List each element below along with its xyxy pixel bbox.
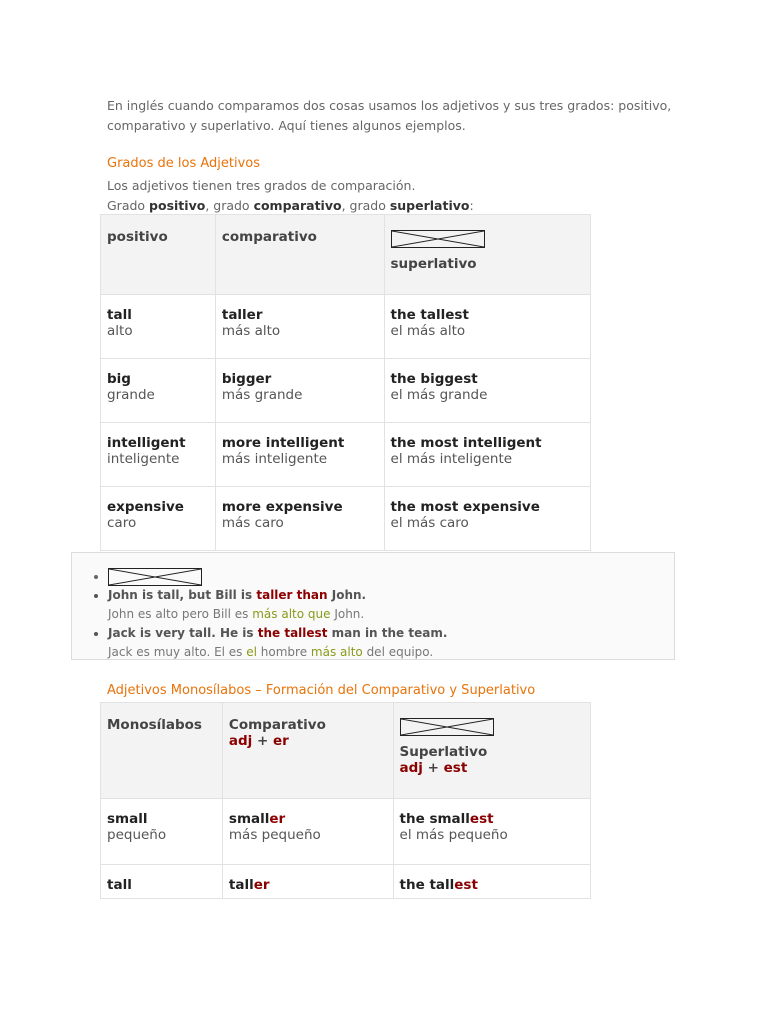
examples-list: [72, 567, 674, 662]
word-es: grande: [107, 387, 155, 403]
section-subtitle-1: Los adjetivos tienen tres grados de comparación.: [107, 178, 416, 193]
header-cell: [393, 703, 590, 799]
word-base: tall: [228, 877, 254, 893]
word-es: el más inteligente: [390, 451, 513, 467]
word-suffix: est: [469, 811, 494, 827]
table-cell: [101, 359, 216, 423]
word-en: more intelligent: [221, 435, 345, 451]
list-item-translation: [108, 643, 674, 662]
header-comparativo: Comparativo: [228, 717, 326, 733]
text-part: man in the team.: [327, 626, 448, 640]
list-item: [108, 624, 674, 643]
word-en: taller: [221, 307, 263, 323]
intro-line-1: En inglés cuando comparamos dos cosas usamos los adjetivos y sus tres grados: positivo,: [107, 98, 672, 113]
rule-part: er: [273, 733, 289, 749]
header-monosilabos: Monosílabos: [107, 717, 202, 733]
highlight-text: taller than: [256, 588, 328, 602]
broken-image-icon: [108, 568, 202, 586]
list-item: [108, 586, 674, 605]
header-cell: [222, 703, 393, 799]
intro-line-2: comparativo y superlativo. Aquí tienes algunos ejemplos.: [107, 118, 466, 133]
table-cell: [222, 865, 393, 899]
word-en: [229, 877, 387, 893]
highlight-text: más alto que: [252, 607, 331, 621]
list-item: [108, 567, 674, 586]
word-en: the biggest: [390, 371, 478, 387]
text-part: hombre: [256, 645, 311, 659]
header-cell: [101, 703, 223, 799]
rule-part: adj: [228, 733, 253, 749]
word-en: the most expensive: [390, 499, 540, 515]
header-superlativo: Superlativo: [399, 744, 488, 760]
text-bold-comparativo: comparativo: [253, 198, 342, 213]
table-cell: [384, 359, 590, 423]
highlight-text: el: [246, 645, 257, 659]
rule-part: adj: [399, 760, 423, 776]
word-en: expensive: [107, 499, 184, 515]
table-cell: [101, 487, 216, 551]
rule-superlativo: [400, 760, 584, 776]
table-cell: [101, 865, 223, 899]
table-cell: [215, 359, 384, 423]
table-cell: [101, 423, 216, 487]
word-en: tall: [107, 877, 132, 893]
table-header-row: [101, 215, 591, 295]
word-es: el más caro: [390, 515, 469, 531]
table-row: [101, 487, 591, 551]
rule-comparativo: [229, 733, 387, 749]
table-cell: [215, 295, 384, 359]
word-es: alto: [107, 323, 133, 339]
degrees-table: [100, 214, 591, 551]
table-cell: [101, 799, 223, 865]
examples-box: [71, 552, 675, 660]
header-comparativo: comparativo: [221, 229, 317, 245]
text-part: , grado: [341, 198, 390, 213]
word-base: the tall: [399, 877, 455, 893]
word-en: big: [107, 371, 131, 387]
word-es: más grande: [221, 387, 303, 403]
table-row: [101, 799, 591, 865]
word-es: el más pequeño: [399, 827, 508, 843]
header-cell: [101, 215, 216, 295]
table-cell: [215, 487, 384, 551]
intro-paragraph: [107, 96, 707, 136]
word-es: inteligente: [107, 451, 180, 467]
word-en: [400, 877, 584, 893]
text-part: Jack es muy alto. El es: [108, 645, 247, 659]
table-cell: [222, 799, 393, 865]
word-en: intelligent: [107, 435, 186, 451]
word-en: more expensive: [221, 499, 343, 515]
highlight-text: más alto: [310, 645, 363, 659]
table-cell: [393, 799, 590, 865]
word-en: [400, 811, 584, 827]
word-es: pequeño: [107, 827, 167, 843]
text-part: , grado: [205, 198, 254, 213]
word-suffix: er: [269, 811, 286, 827]
monosyllable-table: [100, 702, 591, 899]
highlight-text: the tallest: [257, 626, 328, 640]
word-en: the tallest: [390, 307, 469, 323]
word-base: small: [228, 811, 270, 827]
word-en: tall: [107, 307, 132, 323]
word-es: caro: [107, 515, 137, 531]
word-en: [229, 811, 387, 827]
word-es: el más grande: [390, 387, 488, 403]
word-es: más caro: [221, 515, 284, 531]
text-part: John.: [330, 607, 365, 621]
rule-part: +: [422, 760, 444, 776]
word-es: más alto: [221, 323, 281, 339]
table-header-row: [101, 703, 591, 799]
table-cell: [393, 865, 590, 899]
word-es: más inteligente: [221, 451, 328, 467]
header-cell: [215, 215, 384, 295]
word-en: the most intelligent: [390, 435, 542, 451]
text-bold-positivo: positivo: [149, 198, 206, 213]
table-cell: [215, 423, 384, 487]
word-base: the small: [399, 811, 470, 827]
table-cell: [101, 295, 216, 359]
table-row: [101, 865, 591, 899]
table-cell: [384, 487, 590, 551]
text-part: John is tall, but Bill is: [108, 588, 257, 602]
word-suffix: est: [454, 877, 478, 893]
header-cell: [384, 215, 590, 295]
text-part: del equipo.: [362, 645, 434, 659]
section-subtitle-2: [107, 196, 474, 216]
text-part: John es alto pero Bill es: [108, 607, 253, 621]
broken-image-icon: [400, 718, 494, 736]
word-en: bigger: [221, 371, 272, 387]
table-cell: [384, 295, 590, 359]
rule-part: est: [443, 760, 468, 776]
word-es: el más alto: [390, 323, 466, 339]
table-row: [101, 423, 591, 487]
word-en: small: [107, 811, 148, 827]
table-row: [101, 295, 591, 359]
word-es: más pequeño: [228, 827, 321, 843]
list-item-translation: [108, 605, 674, 624]
broken-image-icon: [391, 230, 485, 248]
header-positivo: positivo: [107, 229, 168, 245]
section-heading-grados: Grados de los Adjetivos: [107, 156, 261, 171]
header-superlativo: superlativo: [390, 256, 477, 272]
text-part: John.: [327, 588, 367, 602]
text-part: :: [469, 198, 474, 213]
section-heading-monosilabos: Adjetivos Monosílabos – Formación del Comparativo y Superlativo: [107, 683, 536, 698]
text-part: Jack is very tall. He is: [108, 626, 258, 640]
text-bold-superlativo: superlativo: [389, 198, 470, 213]
text-part: Grado: [107, 198, 150, 213]
table-cell: [384, 423, 590, 487]
table-row: [101, 359, 591, 423]
word-suffix: er: [253, 877, 270, 893]
rule-part: +: [252, 733, 274, 749]
